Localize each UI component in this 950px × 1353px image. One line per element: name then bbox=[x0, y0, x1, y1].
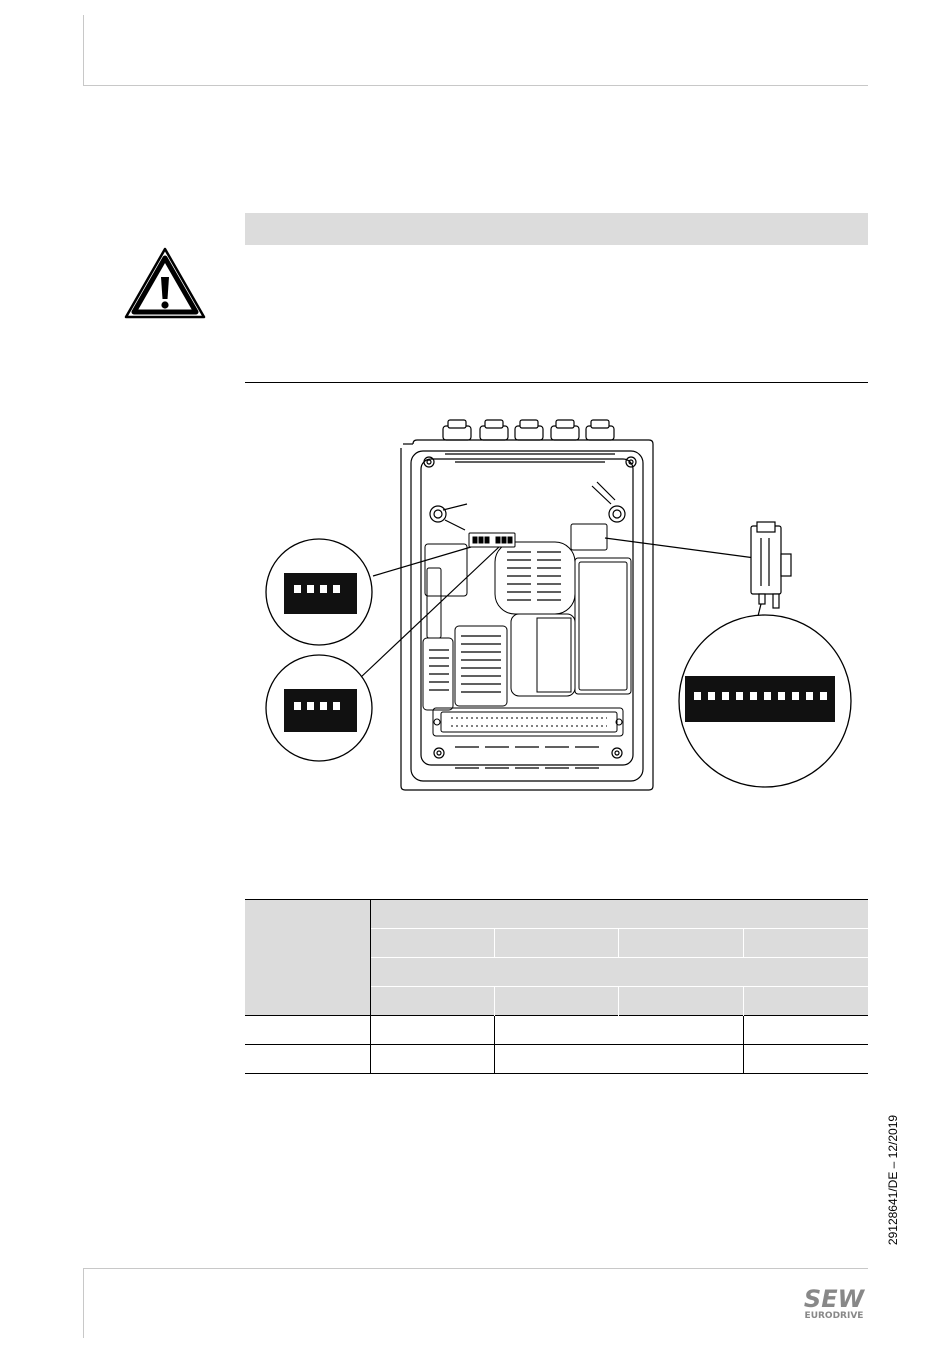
table-row bbox=[245, 1016, 868, 1045]
table-sub-header bbox=[370, 929, 494, 958]
warning-header-bar bbox=[245, 213, 868, 245]
table-row bbox=[245, 1045, 868, 1074]
header-left-rule bbox=[83, 15, 84, 86]
table-sub-header bbox=[743, 929, 868, 958]
footer-top-rule bbox=[83, 1268, 868, 1269]
table-cell bbox=[743, 1016, 868, 1045]
plug-module bbox=[751, 522, 791, 608]
table-sub-header bbox=[494, 987, 618, 1016]
table-sub-header bbox=[618, 929, 743, 958]
warning-triangle-icon bbox=[124, 247, 206, 319]
table-cell bbox=[370, 1016, 494, 1045]
table-sub-header bbox=[743, 987, 868, 1016]
table-cell bbox=[494, 1016, 618, 1045]
footer-left-rule bbox=[83, 1268, 84, 1338]
table-cell bbox=[494, 1045, 618, 1074]
dip-switch-s3-callout bbox=[679, 615, 851, 787]
table-corner-header bbox=[245, 900, 370, 1016]
document-number: 29128641/DE – 12/2019 bbox=[886, 1114, 900, 1246]
housing bbox=[401, 440, 653, 790]
cable-glands bbox=[443, 420, 614, 440]
dip-switch-s2-callout bbox=[266, 655, 372, 761]
table-cell bbox=[370, 1045, 494, 1074]
table-cell bbox=[245, 1016, 370, 1045]
table-cell bbox=[743, 1045, 868, 1074]
table-sub-header bbox=[494, 929, 618, 958]
board bbox=[423, 524, 631, 768]
svg-text:EURODRIVE: EURODRIVE bbox=[804, 1311, 864, 1321]
dip-switch-table bbox=[245, 899, 868, 1074]
table-cell bbox=[618, 1045, 743, 1074]
table-group-header-1 bbox=[370, 900, 868, 929]
dip-switch-s1-callout bbox=[266, 539, 372, 645]
table-cell bbox=[618, 1016, 743, 1045]
device-figure bbox=[255, 418, 867, 798]
svg-text:SEW: SEW bbox=[803, 1285, 865, 1313]
table-cell bbox=[245, 1045, 370, 1074]
sew-eurodrive-logo bbox=[798, 1285, 870, 1321]
table-sub-header bbox=[618, 987, 743, 1016]
header-bottom-rule bbox=[83, 85, 868, 86]
table-group-header-2 bbox=[370, 958, 868, 987]
warning-bottom-rule bbox=[245, 382, 868, 383]
table-sub-header bbox=[370, 987, 494, 1016]
